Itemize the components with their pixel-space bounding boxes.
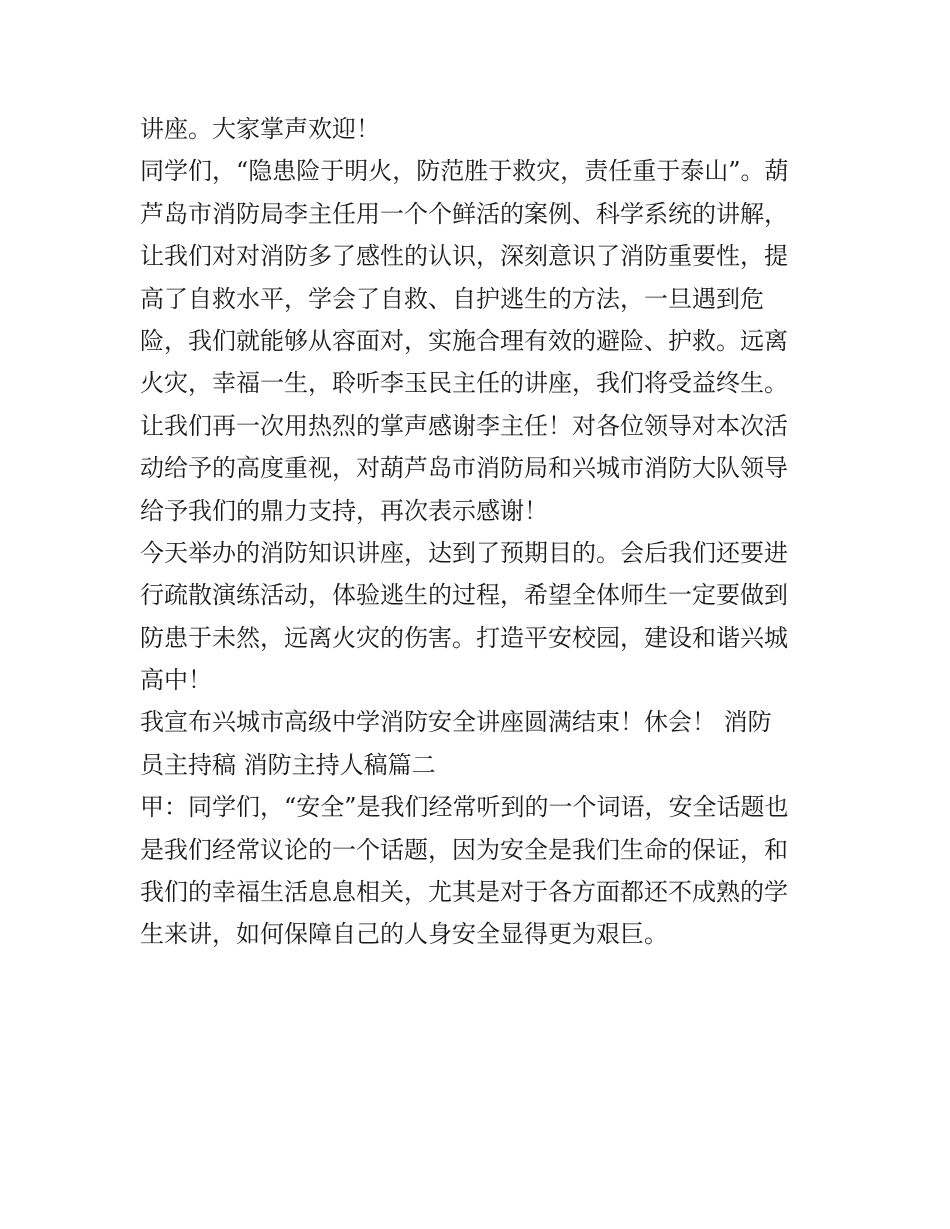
text-line: 让我们对对消防多了感性的认识，深刻意识了消防重要性，提 — [140, 242, 788, 271]
text-line: 高了自救水平，学会了自救、自护逃生的方法，一旦遇到危 — [140, 284, 764, 313]
text-line: 动给予的高度重视，对葫芦岛市消防局和兴城市消防大队领导 — [140, 454, 788, 483]
text-line: 同学们，“隐患险于明火，防范胜于救灾，责任重于泰山”。葫 — [140, 157, 789, 186]
text-line: 芦岛市消防局李主任用一个个鲜活的案例、科学系统的讲解， — [140, 199, 788, 228]
text-line: 我宣布兴城市高级中学消防安全讲座圆满结束！休会！ 消防 — [140, 708, 772, 737]
text-line: 讲座。大家掌声欢迎！ — [140, 115, 380, 143]
text-line: 险，我们就能够从容面对，实施合理有效的避险、护救。远离 — [140, 326, 788, 355]
text-line: 防患于未然，远离火灾的伤害。打造平安校园，建设和谐兴城 — [140, 623, 788, 652]
text-line: 我们的幸福生活息息相关，尤其是对于各方面都还不成熟的学 — [140, 878, 788, 907]
text-line: 员主持稿 消防主持人稿篇二 — [140, 750, 436, 779]
text-line: 让我们再一次用热烈的掌声感谢李主任！对各位领导对本次活 — [140, 411, 788, 440]
text-line: 是我们经常议论的一个话题，因为安全是我们生命的保证，和 — [140, 835, 788, 864]
text-line: 今天举办的消防知识讲座，达到了预期目的。会后我们还要进 — [140, 538, 788, 567]
text-line: 给予我们的鼎力支持，再次表示感谢！ — [140, 496, 548, 525]
text-line: 行疏散演练活动，体验逃生的过程，希望全体师生一定要做到 — [140, 581, 788, 610]
text-line: 甲：同学们，“安全”是我们经常听到的一个词语，安全话题也 — [140, 793, 789, 822]
text-line: 高中！ — [140, 666, 212, 695]
text-line: 生来讲，如何保障自己的人身安全显得更为艰巨。 — [140, 920, 668, 949]
text-line: 火灾，幸福一生，聆听李玉民主任的讲座，我们将受益终生。 — [140, 369, 788, 398]
document-body — [140, 108, 830, 956]
